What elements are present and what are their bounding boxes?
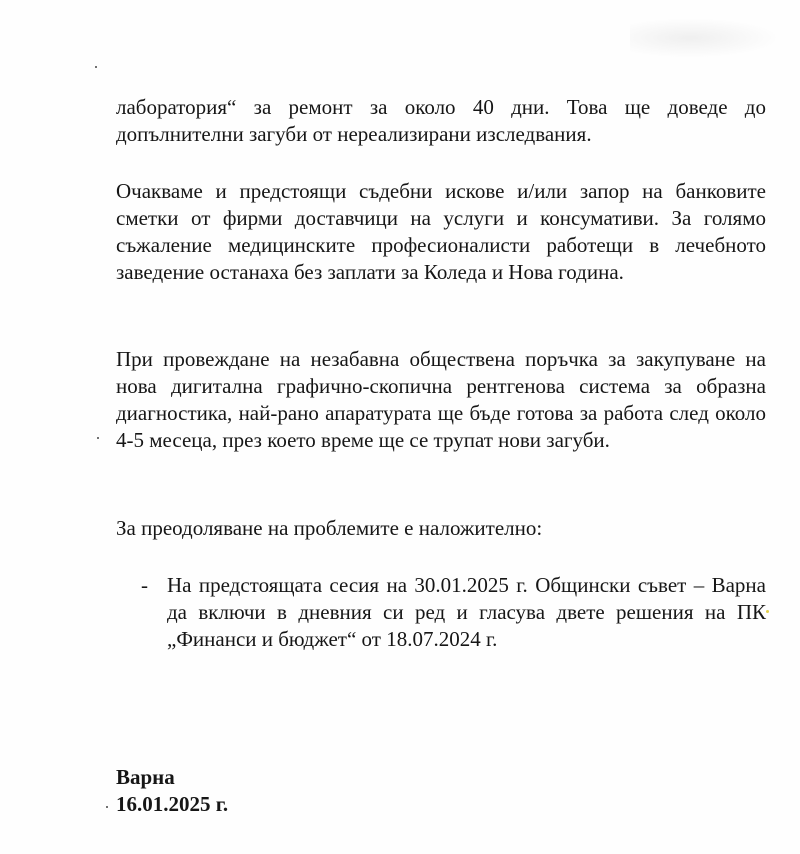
paragraph-requirements-intro: За преодоляване на проблемите е наложително:	[116, 516, 543, 540]
show-through-smudge	[630, 18, 780, 58]
signature-date: 16.01.2025 г.	[116, 792, 229, 816]
paragraph-lab-repair: лаборатория“ за ремонт за около 40 дни. Това ще доведе до допълнителни загуби от нереализирани изследвания.	[116, 95, 766, 146]
requirements-list	[141, 572, 766, 653]
paragraph-procurement: При провеждане на незабавна обществена поръчка за закупуване на нова дигитална графично-скопична рентгенова система за образна диагностика, най-рано апаратурата ще бъде готова за работа след около 4-5 месеца, през което време ще се трупат нови загуби.	[116, 347, 766, 452]
list-item	[141, 572, 766, 653]
scan-speck	[97, 437, 99, 439]
scan-speck	[95, 66, 97, 68]
paragraph-lawsuits: Очакваме и предстоящи съдебни искове и/или запор на банковите сметки от фирми доставчици на услуги и консумативи. За голямо съжаление медицинските професионалисти работещи в лечебното заведение останаха без заплати за Коледа и Нова година.	[116, 179, 766, 284]
scan-speck	[766, 610, 769, 613]
signature-place: Варна	[116, 765, 175, 789]
list-dash-marker: -	[141, 573, 148, 597]
scan-speck	[106, 806, 108, 808]
list-item-text: На предстоящата сесия на 30.01.2025 г. Общински съвет – Варна да включи в дневния си ред и гласува двете решения на ПК „Финанси и бюджет“ от 18.07.2024 г.	[167, 573, 766, 651]
